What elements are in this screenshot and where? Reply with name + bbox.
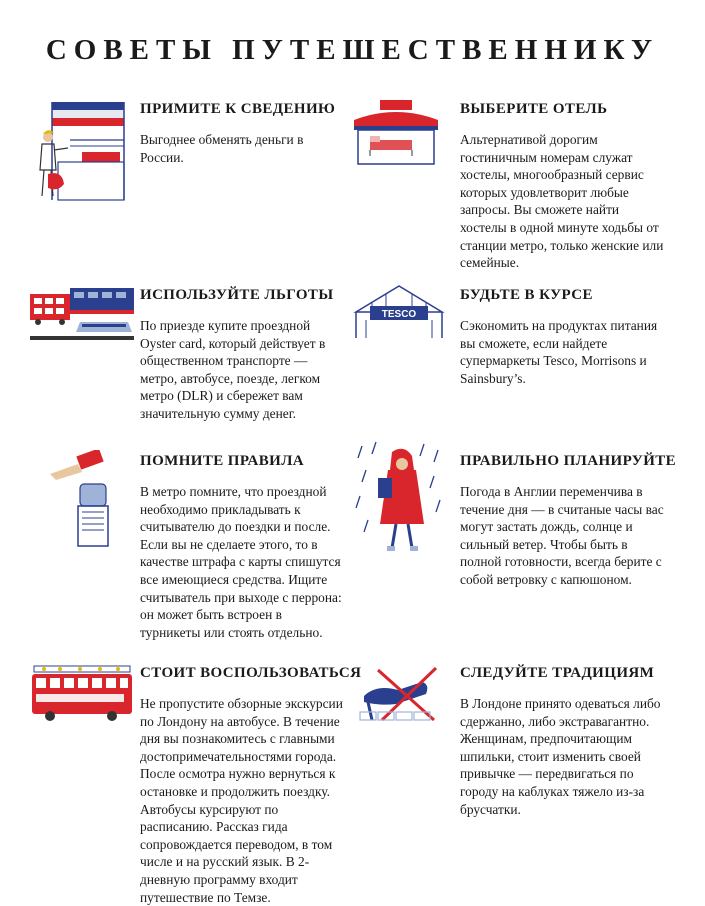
tip-text: Альтернативой дорогим гостиничным номерам служат хостелы, многообразный сервис которых удовлетворит любые запросы. Вы сможете найти хостелы в одной минуте ходьбы от станции метро, только женские или семейные. [460,132,664,271]
page-title: СОВЕТЫ ПУТЕШЕСТВЕННИКУ [45,34,660,66]
tip-text: Погода в Англии переменчива в течение дня — в считаные часы вас могут застать дождь, солнце и сильный ветер. Чтобы быть в полной готовности, всегда берите с собой ветровку с капюшоном. [460,484,664,587]
tip-text: Выгоднее обменять деньги в России. [140,132,304,165]
no-heels-icon [356,662,448,726]
tip-text: В метро помните, что проездной необходимо прикладывать к считывателю до поездки и после. Если вы не сделаете этого, то в качестве штрафа с карты спишутся все имеющиеся средства. Ищите считыватель при выходе с перрона: он может быть встроен в турникеты или стоять отдельно. [140,484,342,640]
tip-text: Не пропустите обзорные экскурсии по Лондону на автобусе. В течение дня вы познакомитесь с главными достопримечательностями города. После осмотра нужно вернуться к остановке и продолжить поездку. Автобусы курсируют по расписанию. Рассказ гида сопровождается переводом, в том числе и на русский язык. В 2-дневную программу входит путешествие по Темзе. [140,696,343,905]
store-sign: TESCO [381,309,417,320]
rain-raincoat-icon [354,440,446,558]
card-reader-icon [48,450,130,548]
tip-title: ВЫБЕРИТЕ ОТЕЛЬ [460,101,608,117]
tip-text: По приезде купите проездной Oyster card, который действует в общественном транспорте — метро, автобусе, поезде, легком метро (DLR) и сбережет вам значительную сумму денег. [140,318,326,421]
tip-title: ПРИМИТЕ К СВЕДЕНИЮ [140,101,336,117]
tip-title: СТОИТ ВОСПОЛЬЗОВАТЬСЯ [140,665,362,681]
transport-icon [28,282,136,344]
tip-title: ИСПОЛЬЗУЙТЕ ЛЬГОТЫ [140,287,334,303]
tour-bus-icon [30,664,136,724]
currency-exchange-icon [38,100,130,212]
supermarket-icon [352,282,446,342]
tip-title: ПОМНИТЕ ПРАВИЛА [140,453,305,469]
tip-title: СЛЕДУЙТЕ ТРАДИЦИЯМ [460,665,655,681]
tip-title: ПРАВИЛЬНО ПЛАНИРУЙТЕ [460,453,677,469]
tip-text: Сэкономить на продуктах питания вы сможете, если найдете супермаркеты Tesco, Morrisons и Sainsbury’s. [460,318,658,386]
hostel-bed-icon [346,96,446,168]
tip-text: В Лондоне принято одеваться либо сдержанно, либо экстравагантно. Женщинам, предпочитающим шпильки, стоит изменить своей привычке — передвигаться по городу на каблуках тяжело из-за брусчатки. [460,696,661,817]
tip-title: БУДЬТЕ В КУРСЕ [460,287,593,303]
